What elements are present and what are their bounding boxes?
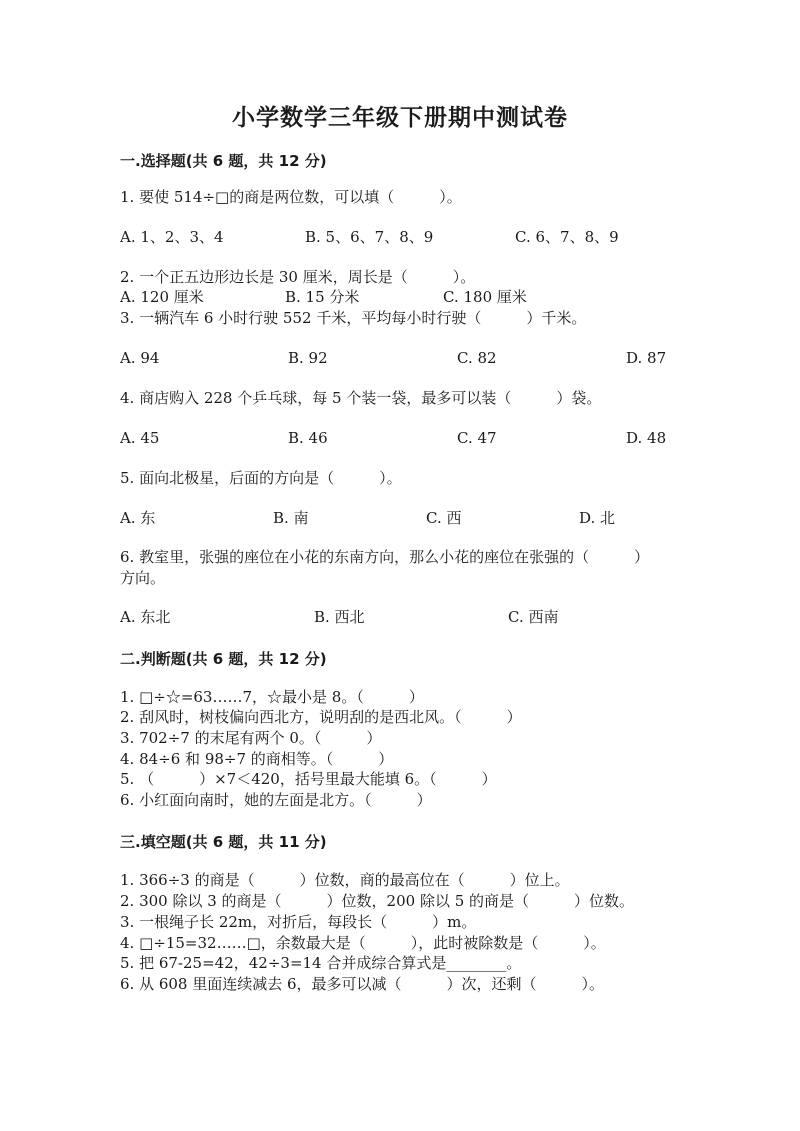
option-b: B. 46	[288, 429, 328, 447]
question-stem: 5. 面向北极星，后面的方向是（ ）。	[120, 469, 402, 487]
judgement-item: 4. 84÷6 和 98÷7 的商相等。（ ）	[120, 750, 394, 768]
section-heading-choice: 一.选择题(共 6 题，共 12 分)	[120, 152, 327, 170]
question-stem: 4. 商店购入 228 个乒乓球，每 5 个装一袋，最多可以装（ ）袋。	[120, 389, 602, 407]
option-a: A. 45	[120, 429, 160, 447]
option-c: C. 82	[457, 349, 497, 367]
option-b: B. 西北	[314, 608, 365, 626]
option-c: C. 47	[457, 429, 497, 447]
option-c: C. 6、7、8、9	[515, 228, 619, 246]
question-stem: 2. 一个正五边形边长是 30 厘米，周长是（ ）。	[120, 268, 476, 286]
fill-blank-item: 3. 一根绳子长 22m，对折后，每段长（ ）m。	[120, 913, 477, 931]
option-d: D. 48	[626, 429, 667, 447]
judgement-item: 2. 刮风时，树枝偏向西北方，说明刮的是西北风。（ ）	[120, 708, 522, 726]
option-a: A. 东	[120, 509, 156, 527]
option-a: A. 120 厘米	[120, 288, 204, 306]
question-stem: 6. 教室里，张强的座位在小花的东南方向，那么小花的座位在张强的（ ）	[120, 548, 650, 566]
option-c: C. 180 厘米	[443, 288, 527, 306]
option-d: D. 87	[626, 349, 667, 367]
section-heading-judgement: 二.判断题(共 6 题，共 12 分)	[120, 650, 327, 668]
page-title: 小学数学三年级下册期中测试卷	[232, 104, 568, 131]
judgement-item: 1. □÷☆=63……7，☆最小是 8。（ ）	[120, 688, 424, 706]
question-stem-continued: 方向。	[120, 569, 166, 587]
option-c: C. 西南	[508, 608, 559, 626]
judgement-item: 6. 小红面向南时，她的左面是北方。（ ）	[120, 791, 432, 809]
question-stem: 1. 要使 514÷□的商是两位数，可以填（ ）。	[120, 188, 462, 206]
section-heading-fill-blank: 三.填空题(共 6 题，共 11 分)	[120, 833, 327, 851]
option-b: B. 15 分米	[285, 288, 360, 306]
fill-blank-item: 4. □÷15=32……□，余数最大是（ ），此时被除数是（ ）。	[120, 934, 606, 952]
option-a: A. 1、2、3、4	[120, 228, 224, 246]
fill-blank-item: 2. 300 除以 3 的商是（ ）位数，200 除以 5 的商是（ ）位数。	[120, 892, 635, 910]
judgement-item: 5. （ ）×7＜420，括号里最大能填 6。（ ）	[120, 770, 497, 788]
option-a: A. 东北	[120, 608, 171, 626]
fill-blank-item: 1. 366÷3 的商是（ ）位数，商的最高位在（ ）位上。	[120, 871, 570, 889]
option-d: D. 北	[579, 509, 616, 527]
option-b: B. 南	[273, 509, 309, 527]
question-stem: 3. 一辆汽车 6 小时行驶 552 千米，平均每小时行驶（ ）千米。	[120, 309, 587, 327]
option-a: A. 94	[120, 349, 160, 367]
judgement-item: 3. 702÷7 的末尾有两个 0。（ ）	[120, 729, 382, 747]
fill-blank-item: 6. 从 608 里面连续减去 6，最多可以减（ ）次，还剩（ ）。	[120, 975, 605, 993]
option-b: B. 92	[288, 349, 328, 367]
option-b: B. 5、6、7、8、9	[305, 228, 434, 246]
fill-blank-item: 5. 把 67-25=42，42÷3=14 合并成综合算式是________。	[120, 954, 522, 972]
option-c: C. 西	[426, 509, 462, 527]
